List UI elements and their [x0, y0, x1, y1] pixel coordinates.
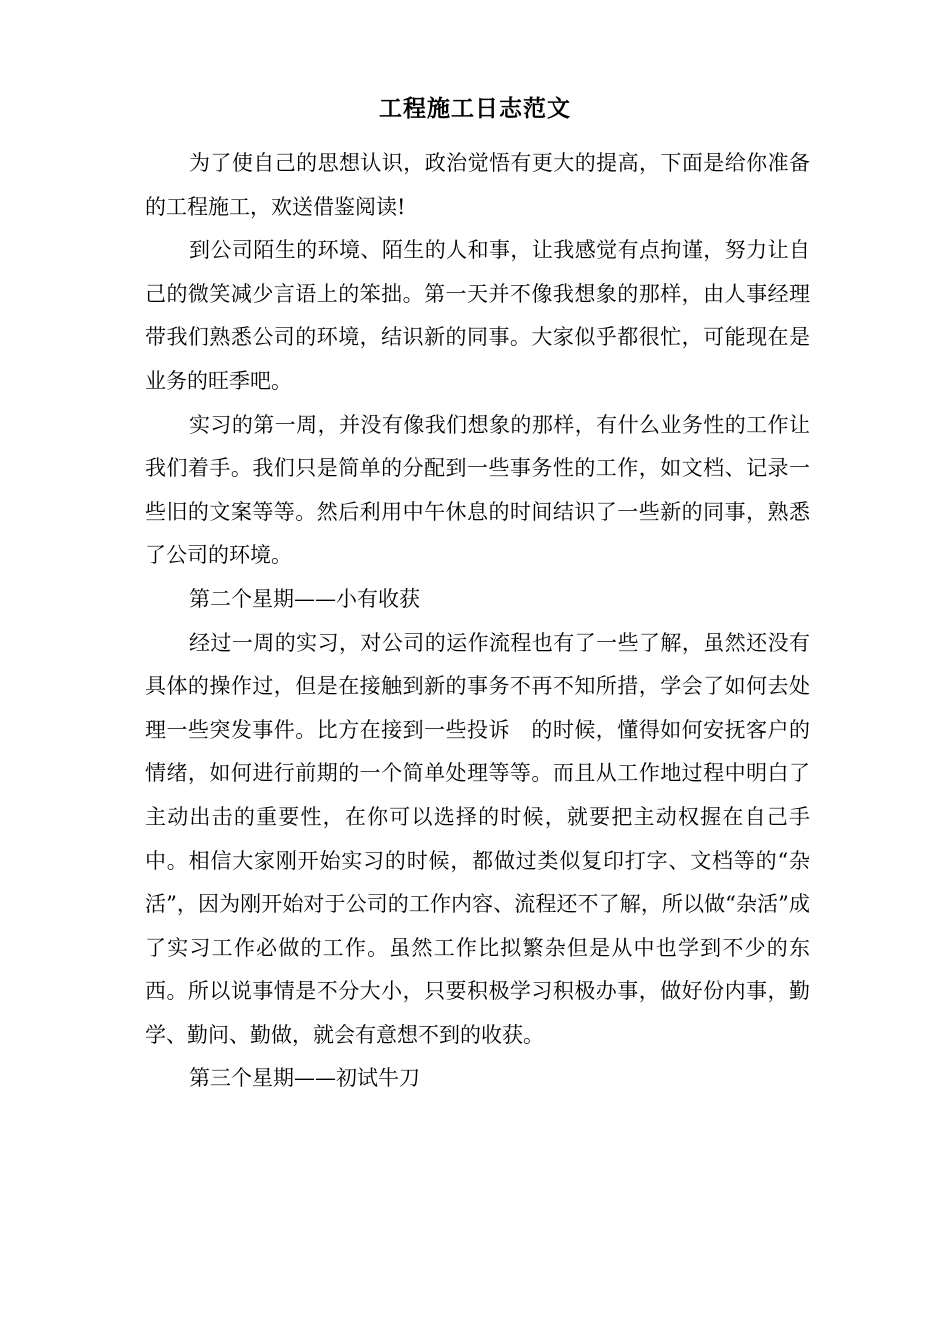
- document-body: [145, 142, 810, 1101]
- paragraph-intro: 为了使自己的思想认识，政治觉悟有更大的提高，下面是给你准备的工程施工，欢送借鉴阅读!: [145, 151, 810, 219]
- paragraph-week-two: 经过一周的实习，对公司的运作流程也有了一些了解，虽然还没有具体的操作过，但是在接触到新的事务不再不知所措，学会了如何去处理一些突发事件。比方在接到一些投诉 的时候，懂得如何安抚客户的情绪，如何进行前期的一个简单处理等等。而且从工作地过程中明白了主动出击的重要性，在你可以选择的时候，就要把主动权握在自己手中。相信大家刚开始实习的时候，都做过类似复印打字、文档等的“杂活”，因为刚开始对于公司的工作内容、流程还不了解，所以做“杂活”成了实习工作必做的工作。虽然工作比拟繁杂但是从中也学到不少的东西。所以说事情是不分大小，只要积极学习积极办事，做好份内事，勤学、勤问、勤做，就会有意想不到的收获。: [145, 630, 810, 1047]
- section-heading-week-two: 第二个星期——小有收获: [189, 586, 420, 611]
- document-title: 工程施工日志范文: [379, 95, 571, 122]
- paragraph-first-day: 到公司陌生的环境、陌生的人和事，让我感觉有点拘谨，努力让自己的微笑减少言语上的笨拙。第一天并不像我想象的那样，由人事经理带我们熟悉公司的环境，结识新的同事。大家似乎都很忙，可能现在是业务的旺季吧。: [145, 238, 810, 393]
- paragraph-first-week: 实习的第一周，并没有像我们想象的那样，有什么业务性的工作让我们着手。我们只是简单的分配到一些事务性的工作，如文档、记录一些旧的文案等等。然后利用中午休息的时间结识了一些新的同事，熟悉了公司的环境。: [145, 412, 810, 568]
- section-heading-week-three: 第三个星期——初试牛刀: [189, 1066, 420, 1091]
